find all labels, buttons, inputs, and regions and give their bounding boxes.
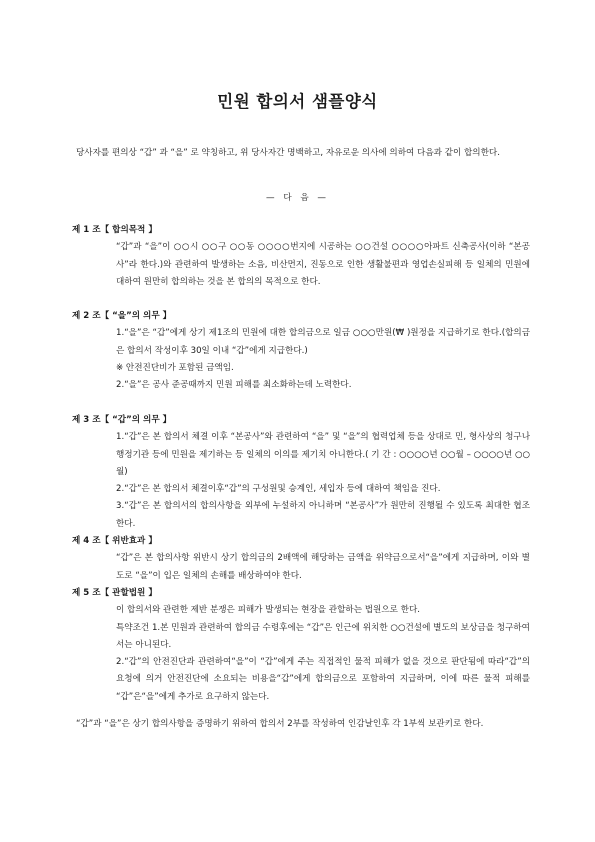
article-body	[72, 429, 530, 533]
article-4	[72, 533, 530, 585]
closing-paragraph: “갑”과 “을”은 상기 합의사항을 증명하기 위하여 합의서 2부를 작성하여 인감날인후 각 1부씩 보관키로 한다.	[76, 719, 484, 729]
article-paragraph: “갑”과 “을”이 ○○시 ○○구 ○○동 ○○○○번지에 시공하는 ○○건설 ○○○○아파트 신축공사(이하 “본공사”라 한다.)와 관련하여 발생하는 소음, 비산먼지, 진동으로 인한 생활불편과 영업손실피해 등 일체의 민원에 대하여 원만히 합의하는 것을 본 합의의 목적으로 한다.	[116, 242, 530, 287]
document-title: 민원 합의서 샘플양식	[217, 92, 378, 111]
article-paragraph: 3.“갑”은 본 합의서의 합의사항을 외부에 누설하지 아니하며 “본공사”가 원만히 진행될 수 있도록 최대한 협조한다.	[116, 501, 530, 529]
article-heading: 제 3 조【 “갑”의 의무 】	[72, 415, 172, 425]
article-paragraph: 2.“갑”의 안전진단과 관련하여“을”이 “갑”에게 주는 직접적인 물적 피해가 없을 것으로 판단됨에 따라“갑”의 요청에 의거 안전진단에 소요되는 비용을“갑”에게 합의금으로 포함하여 지급하며, 이에 따른 물적 피해를 “갑”은“을”에게 추가로 요구하지 않는다.	[116, 657, 530, 702]
article-heading: 제 1 조【 합의목적 】	[72, 225, 157, 235]
article-3	[72, 412, 530, 533]
article-body	[72, 550, 530, 585]
article-paragraph: 1.“을”은 “갑”에게 상기 제1조의 민원에 대한 합의금으로 일금 ○○○만원(₩ )원정을 지급하기로 한다.(합의금은 합의서 작성이후 30일 이내 “갑”에게 지급한다.)	[116, 328, 530, 356]
special-condition-paragraph: 특약조건 1.본 민원과 관련하여 합의금 수령후에는 “갑”은 인근에 위치한 ○○건설에 별도의 보상금을 청구하여서는 아니된다.	[116, 622, 530, 650]
article-2	[72, 308, 530, 394]
article-heading: 제 5 조【 관할법원 】	[72, 588, 157, 598]
intro-paragraph: 당사자를 편의상 “갑” 과 “을” 로 약칭하고, 위 당사자간 명백하고, 자유로운 의사에 의하여 다음과 같이 합의한다.	[76, 148, 500, 158]
article-paragraph: 2.“갑”은 본 합의서 체결이후“갑”의 구성원및 승계인, 세입자 등에 대하여 책임을 진다.	[116, 484, 441, 495]
article-paragraph: 1.“갑”은 본 합의서 체결 이후 “본공사”와 관련하여 “을” 및 “을”의 협력업체 등을 상대로 민, 형사상의 청구나 행정기관 등에 민원을 제기하는 등 일체의 이의를 제기치 아니한다.( 기 간 : ○○○○년 ○○월 – ○○○○년 ○○월)	[116, 432, 530, 477]
article-note: ※ 안전진단비가 포함된 금액임.	[116, 362, 234, 373]
article-body	[72, 325, 530, 394]
article-paragraph: 2.“을”은 공사 준공때까지 민원 피해를 최소화하는데 노력한다.	[116, 380, 352, 391]
article-5	[72, 585, 530, 706]
article-1	[72, 222, 530, 291]
article-heading: 제 4 조【 위반효과 】	[72, 536, 157, 546]
section-divider-mark: — 다 음 —	[266, 193, 329, 203]
article-paragraph: 이 합의서와 관련한 제반 분쟁은 피해가 발생되는 현장을 관할하는 법원으로 한다.	[116, 605, 421, 616]
article-paragraph: “갑”은 본 합의사항 위반시 상기 합의금의 2배액에 해당하는 금액을 위약금으로서“을”에게 지급하며, 이와 별도로 “을”이 입은 일체의 손해를 배상하여야 한다.	[116, 553, 530, 581]
article-heading: 제 2 조【 “을”의 의무 】	[72, 311, 172, 321]
article-body	[72, 602, 530, 706]
article-body	[72, 239, 530, 291]
